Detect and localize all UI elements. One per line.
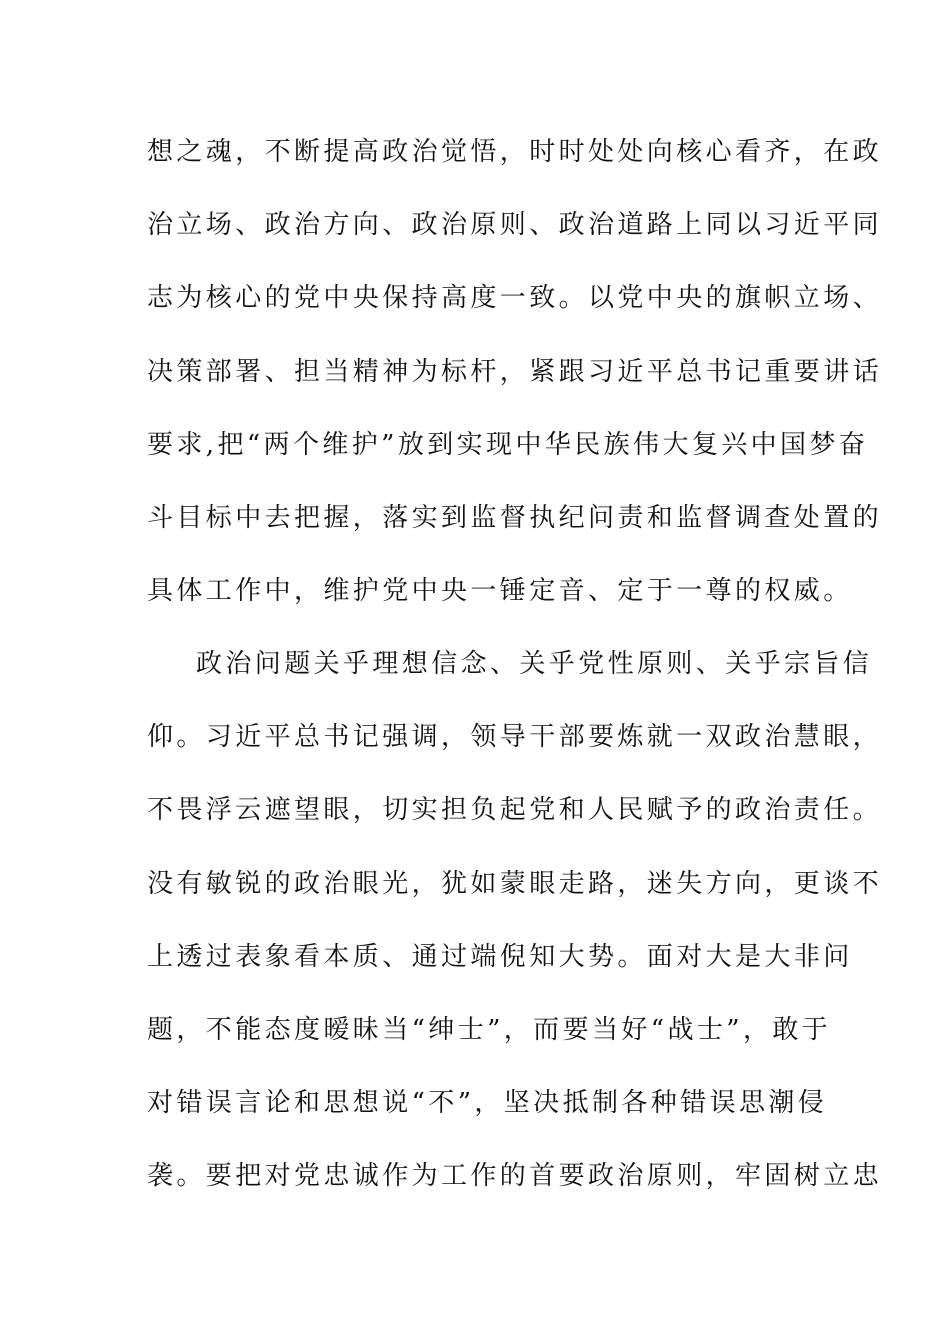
text-line: 仰。习近平总书记强调，领导干部要炼就一双政治慧眼， [147,722,883,752]
text-line: 决策部署、担当精神为标杆，紧跟习近平总书记重要讲话 [147,357,883,387]
text-line: 志为核心的党中央保持高度一致。以党中央的旗帜立场、 [147,283,883,313]
text-line: 不畏浮云遮望眼，切实担负起党和人民赋予的政治责任。 [147,795,883,825]
paragraph-first-line: 政治问题关乎理想信念、关乎党性原则、关乎宗旨信 [196,649,873,679]
text-line: 对错误言论和思想说“不”，坚决抵制各种错误思潮侵 [147,1088,828,1118]
text-line: 要求,把“两个维护”放到实现中华民族伟大复兴中国梦奋 [147,430,869,460]
text-line: 治立场、政治方向、政治原则、政治道路上同以习近平同 [147,210,883,240]
text-line: 上透过表象看本质、通过端倪知大势。面对大是大非问 [147,942,853,972]
text-line: 题，不能态度暧昧当“绅士”，而要当好“战士”，敢于 [147,1015,832,1045]
text-line: 没有敏锐的政治眼光，犹如蒙眼走路，迷失方向，更谈不 [147,869,883,899]
text-line: 斗目标中去把握，落实到监督执纪问责和监督调查处置的 [147,503,883,533]
text-line: 具体工作中，维护党中央一锤定音、定于一尊的权威。 [147,576,853,606]
text-line: 想之魂，不断提高政治觉悟，时时处处向核心看齐，在政 [147,137,883,167]
text-line: 袭。要把对党忠诚作为工作的首要政治原则，牢固树立忠 [147,1161,883,1191]
